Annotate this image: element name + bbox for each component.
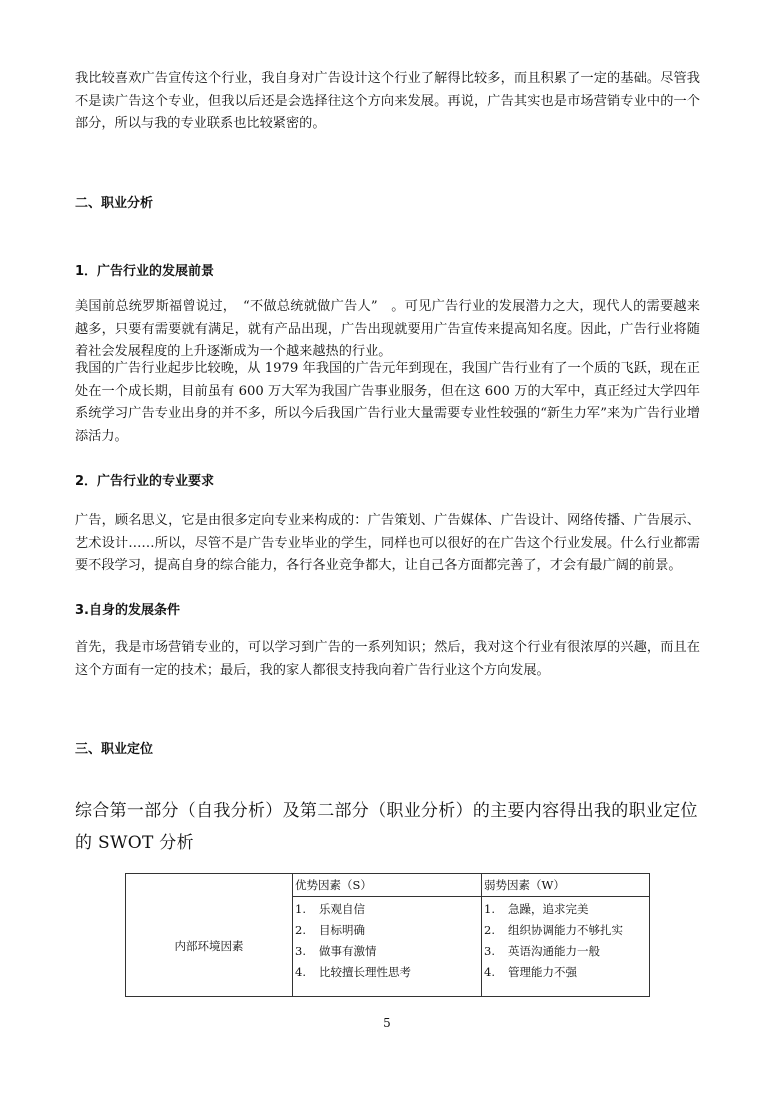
list-item: 3. 做事有激情 (295, 944, 377, 958)
subsection-2-title: 2．广告行业的专业要求 (75, 474, 215, 489)
weaknesses-cell (482, 897, 650, 997)
internal-factors-label: 内部环境因素 (126, 897, 293, 997)
weaknesses-list (482, 897, 649, 983)
subsection-1-paragraph-2: 我国的广告行业起步比较晚，从 1979 年我国的广告元年到现在，我国广告行业有了一个质的飞跃，现在正处在一个成长期，目前虽有 600 万大军为我国广告事业服务，但在这 600 万的大军中，真正经过大学四年系统学习广告专业出身的并不多，所以今后我国广告行业大量需要专业性较强的“新生力军”来为广告行业增添活力。 (75, 361, 700, 444)
swot-intro-text: 综合第一部分（自我分析）及第二部分（职业分析）的主要内容得出我的职业定位的 SWOT 分析 (75, 801, 698, 853)
list-item: 2. 目标明确 (295, 923, 365, 937)
strengths-list (293, 897, 481, 983)
subsection-1-title: 1．广告行业的发展前景 (75, 264, 215, 279)
swot-internal-row (126, 897, 650, 997)
subsection-1-paragraph-1: 美国前总统罗斯福曾说过， “不做总统就做广告人” 。可见广告行业的发展潜力之大，现代人的需要越来越多，只要有需要就有满足，就有产品出现，广告出现就要用广告宣传来提高知名度。因此，广告行业将随着社会发展程度的上升逐渐成为一个越来越热的行业。 (75, 299, 700, 359)
weaknesses-header: 弱势因素（W） (482, 874, 650, 897)
swot-table (125, 873, 650, 997)
strengths-header: 优势因素（S） (293, 874, 482, 897)
swot-corner-cell (126, 874, 293, 897)
section-2-title: 二、职业分析 (75, 196, 154, 211)
list-item: 4. 比较擅长理性思考 (295, 965, 411, 979)
swot-header-row (126, 874, 650, 897)
list-item: 4. 管理能力不强 (484, 965, 577, 979)
subsection-2-paragraph: 广告，顾名思义，它是由很多定向专业来构成的：广告策划、广告媒体、广告设计、网络传播、广告展示、艺术设计……所以，尽管不是广告专业毕业的学生，同样也可以很好的在广告这个行业发展。什么行业都需要不段学习，提高自身的综合能力，各行各业竞争都大，让自己各方面都完善了，才会有最广阔的前景。 (75, 513, 700, 573)
list-item: 3. 英语沟通能力一般 (484, 944, 600, 958)
strengths-cell (293, 897, 482, 997)
list-item: 1. 乐观自信 (295, 902, 365, 916)
list-item: 1. 急躁，追求完美 (484, 902, 589, 916)
subsection-3-title: 3.自身的发展条件 (75, 603, 180, 618)
subsection-3-paragraph: 首先，我是市场营销专业的，可以学习到广告的一系列知识；然后，我对这个行业有很浓厚的兴趣，而且在这个方面有一定的技术；最后，我的家人都很支持我向着广告行业这个方向发展。 (75, 640, 700, 678)
intro-paragraph: 我比较喜欢广告宣传这个行业，我自身对广告设计这个行业了解得比较多，而且积累了一定的基础。尽管我不是读广告这个专业，但我以后还是会选择往这个方向来发展。再说，广告其实也是市场营销专业中的一个部分，所以与我的专业联系也比较紧密的。 (75, 71, 700, 131)
list-item: 2. 组织协调能力不够扎实 (484, 923, 623, 937)
section-3-title: 三、职业定位 (75, 742, 154, 757)
page-number: 5 (383, 1016, 391, 1030)
